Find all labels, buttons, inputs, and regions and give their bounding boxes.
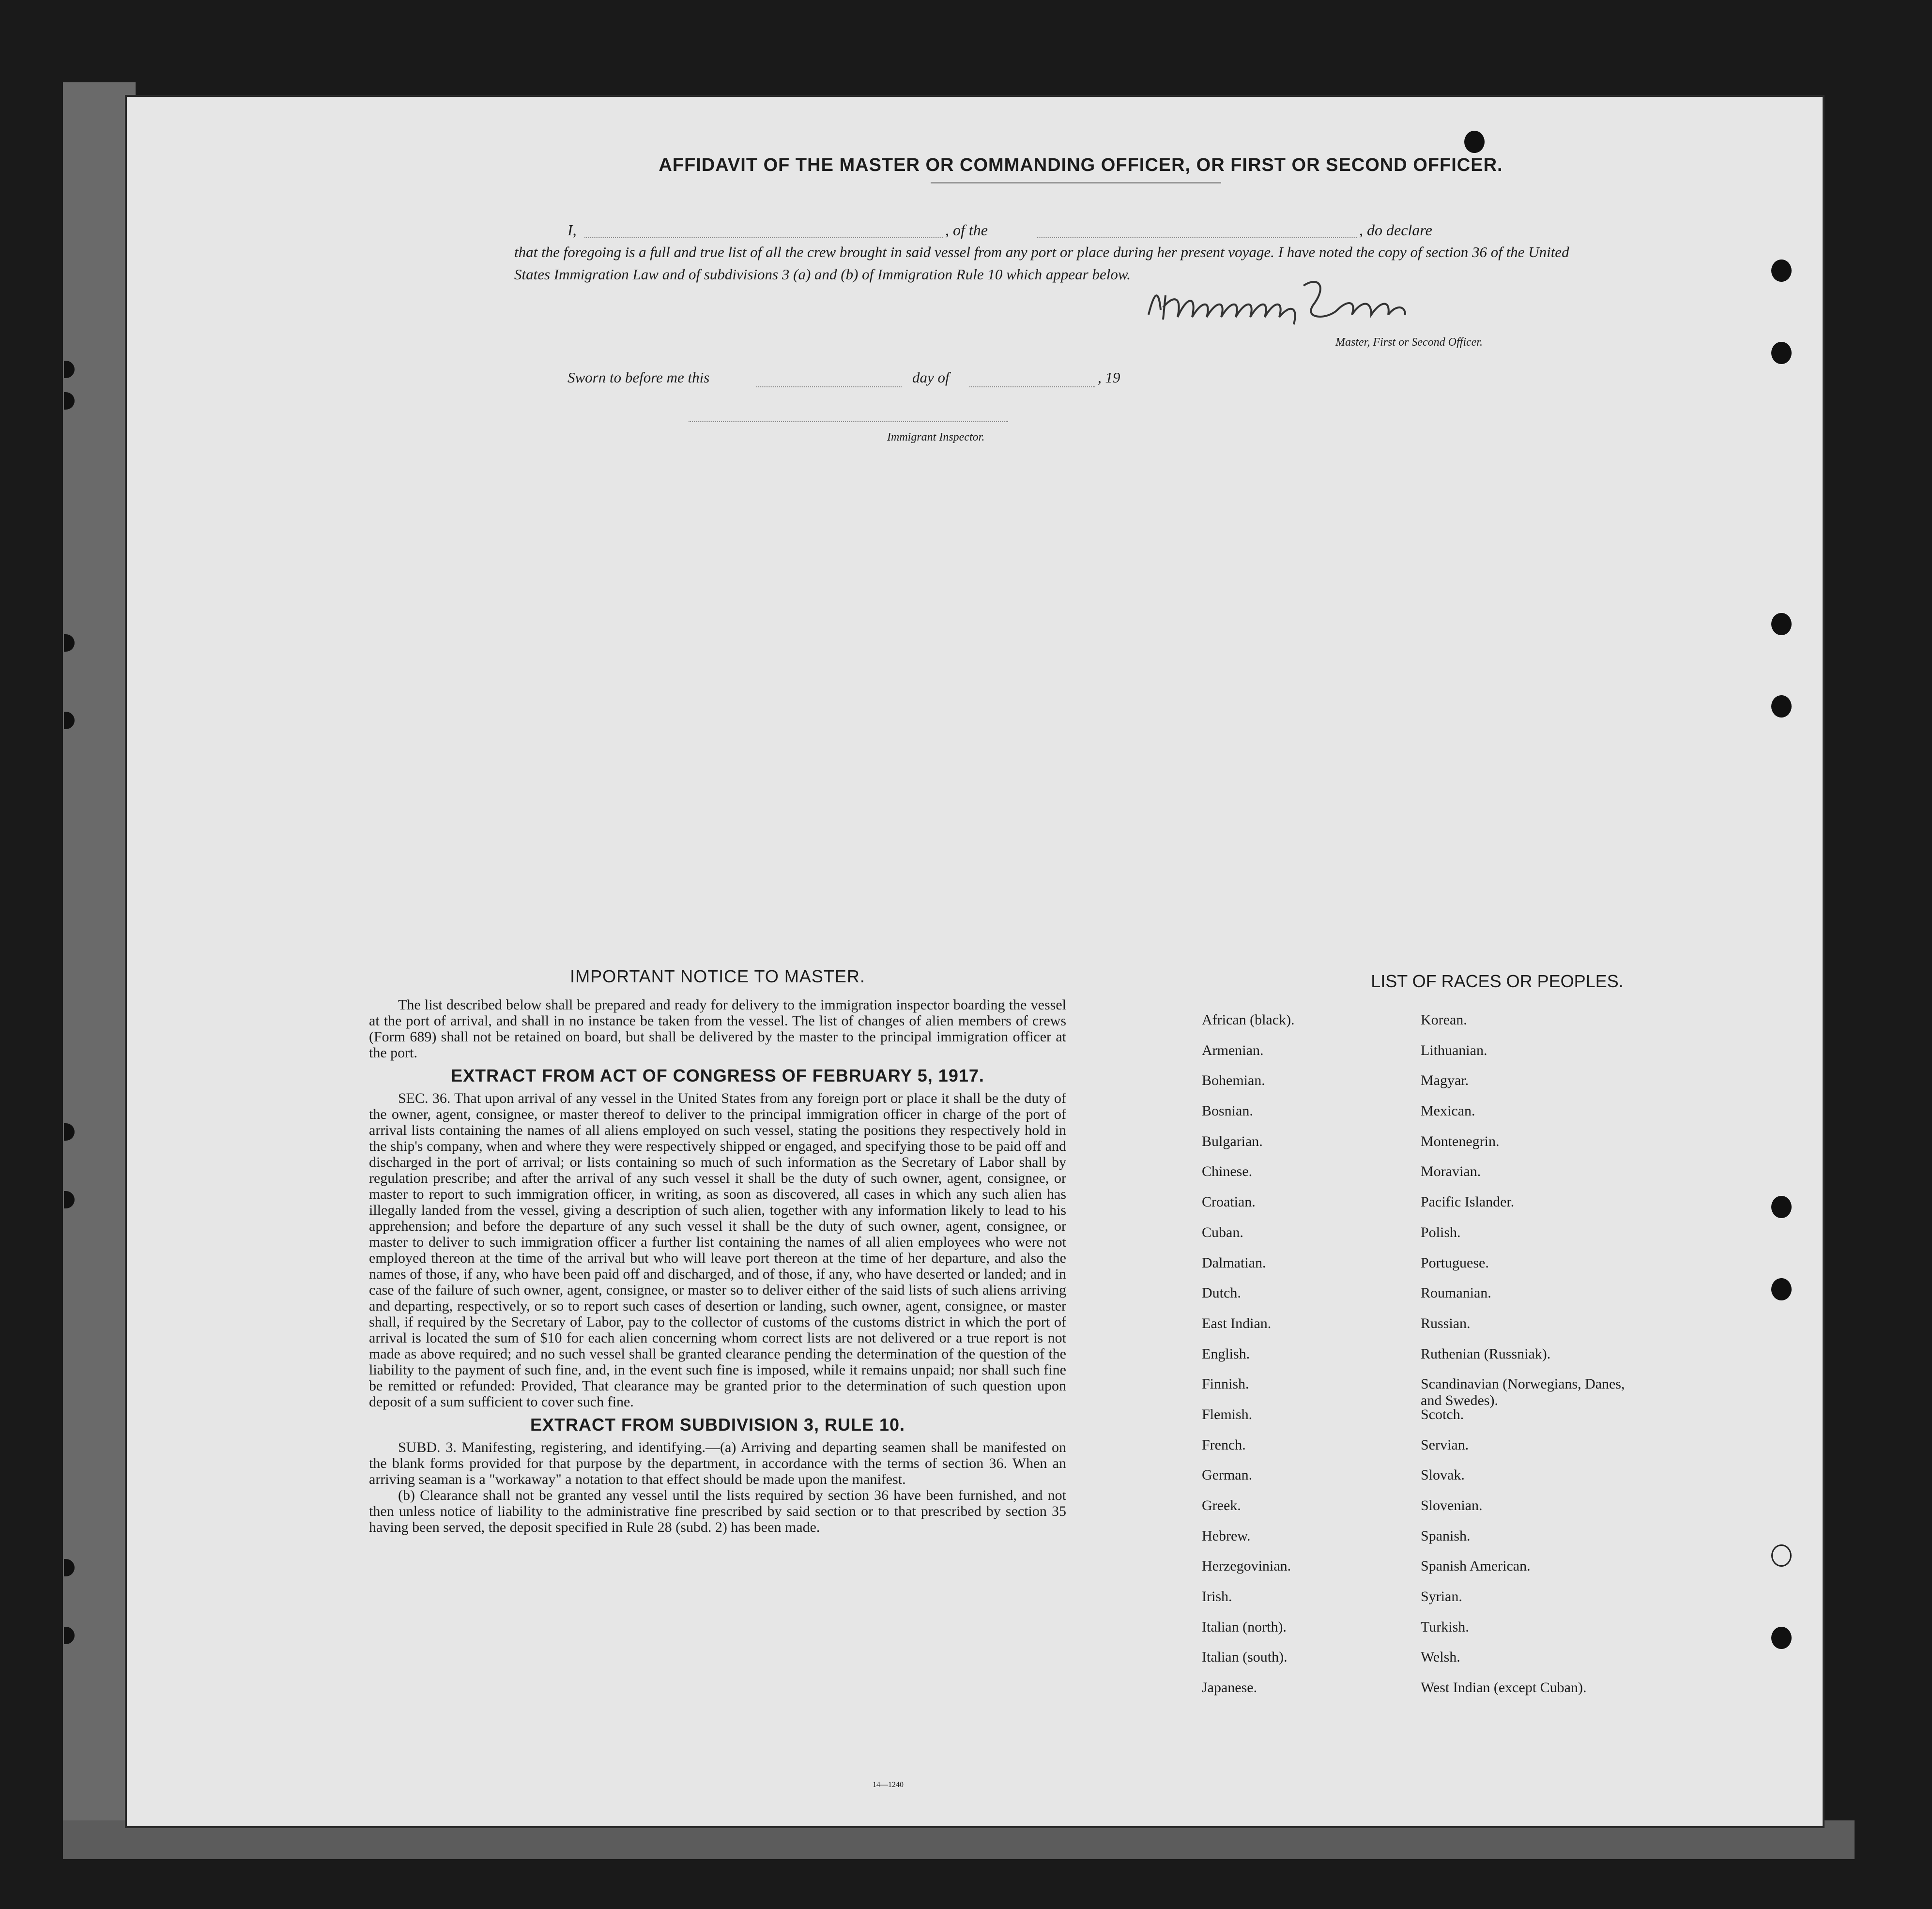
- race-item: French.: [1202, 1436, 1246, 1453]
- race-item: Russian.: [1421, 1315, 1471, 1331]
- race-item: Hebrew.: [1202, 1527, 1251, 1544]
- affidavit-declaration: that the foregoing is a full and true list of all the crew brought in said vessel from any port or place during her present voyage. I have noted the copy of section 36 of the United States Immigration Law and of subdivisions 3 (a) and (b) of Immigration Rule 10 which appear below.: [514, 244, 1569, 283]
- punch-hole-icon: [1464, 131, 1485, 153]
- race-item: Spanish American.: [1421, 1558, 1531, 1574]
- race-item: Portuguese.: [1421, 1254, 1489, 1271]
- punch-hole-icon: [1771, 1278, 1792, 1300]
- race-item: Korean.: [1421, 1012, 1467, 1028]
- race-item: Irish.: [1202, 1588, 1232, 1605]
- races-title: LIST OF RACES OR PEOPLES.: [1371, 971, 1624, 991]
- sworn-year: , 19: [1098, 369, 1120, 386]
- punch-hole-icon: [1771, 1196, 1792, 1218]
- race-item: West Indian (except Cuban).: [1421, 1680, 1587, 1696]
- race-item: Italian (south).: [1202, 1649, 1288, 1665]
- notice-section: [369, 968, 1066, 1535]
- race-item: Pacific Islander.: [1421, 1194, 1515, 1210]
- race-item: Magyar.: [1421, 1072, 1469, 1089]
- affidavit-do-declare: , do declare: [1359, 221, 1432, 239]
- day-blank: [756, 386, 902, 387]
- punch-hole-icon: [1771, 613, 1792, 635]
- races-right-column: [1421, 1012, 1634, 1710]
- race-item: Lithuanian.: [1421, 1042, 1487, 1058]
- race-item: Finnish.: [1202, 1376, 1249, 1392]
- extract1-title: EXTRACT FROM ACT OF CONGRESS OF FEBRUARY 5, 1917.: [451, 1066, 984, 1085]
- race-item: English.: [1202, 1345, 1250, 1362]
- affidavit-i: I,: [567, 221, 577, 239]
- notice-body: The list described below shall be prepared and ready for delivery to the immigration inspector boarding the vessel at the port of arrival, and shall in no instance be taken from the vessel. The list of changes of alien members of crews (Form 689) shall not be retained on board, but shall be delivered by the master to the principal immigration officer at the port.: [369, 997, 1066, 1061]
- sworn-day: day of: [912, 369, 950, 386]
- punch-hole-icon: [1771, 1627, 1792, 1649]
- manifest-page: [125, 95, 1825, 1828]
- month-blank: [969, 386, 1095, 387]
- race-item: Dutch.: [1202, 1285, 1241, 1301]
- race-item: Slovenian.: [1421, 1497, 1483, 1513]
- race-item: Slovak.: [1421, 1467, 1465, 1483]
- race-item: African (black).: [1202, 1012, 1295, 1028]
- sworn-prefix: Sworn to before me this: [567, 369, 710, 386]
- extract2-a: SUBD. 3. Manifesting, registering, and identifying.—(a) Arriving and departing seamen shall be manifested on the blank forms provided for that purpose by the department, in accordance with the terms of section 36. When an arriving seaman is a "workaway" a notation to that effect should be made upon the manifest.: [369, 1439, 1066, 1487]
- race-item: Scotch.: [1421, 1406, 1464, 1422]
- race-item: Welsh.: [1421, 1649, 1460, 1665]
- races-left-column: [1202, 1012, 1405, 1710]
- race-item: German.: [1202, 1467, 1253, 1483]
- extract2-title: EXTRACT FROM SUBDIVISION 3, RULE 10.: [530, 1415, 905, 1435]
- signature-caption: Master, First or Second Officer.: [1335, 336, 1483, 349]
- race-item: Flemish.: [1202, 1406, 1253, 1422]
- notice-title: IMPORTANT NOTICE TO MASTER.: [570, 966, 865, 986]
- race-item: Bulgarian.: [1202, 1133, 1263, 1149]
- race-item: Servian.: [1421, 1436, 1469, 1453]
- race-item: Armenian.: [1202, 1042, 1264, 1058]
- extract1-body: SEC. 36. That upon arrival of any vessel in the United States from any foreign port or place it shall be the duty of the owner, agent, consignee, or master thereof to deliver to the principal immigration officer in charge of the port of arrival lists containing the names of all aliens employed on such vessel, stating the positions they respectively hold in the ship's company, when and where they were respectively shipped or engaged, and specifying those to be paid off and discharged in the port of arrival; or lists containing so much of such information as the Secretary of Labor shall by regulation prescribe; and after the arrival of any such vessel it shall be the duty of such owner, agent, consignee, or master to report to such immigration officer, in writing, as soon as discovered, all cases in which any such alien has illegally landed from the vessel, giving a description of such alien, together with any information likely to lead to his apprehension; and before the departure of any such vessel it shall be the duty of such owner, agent, consignee, or master to deliver to such immigration officer a further list containing the names of all alien employees who were not employed thereon at the time of the arrival but who will leave port thereon at the time of her departure, and also the names of those, if any, who have been paid off and discharged, and of those, if any, who have deserted or landed; and in case of the failure of such owner, agent, consignee, or master so to deliver either of the said lists of such aliens arriving and departing, respectively, or so to report such cases of desertion or landing, such owner, agent, consignee, or master shall, if required by the Secretary of Labor, pay to the collector of customs of the customs district in which the port of arrival is located the sum of $10 for each alien concerning whom correct lists are not delivered or a true report is not made as above required; and no such vessel shall be granted clearance pending the determination of the question of the liability to the payment of such fine, and, in the event such fine is imposed, while it remains unpaid; nor shall such fine be remitted or refunded: Provided, That clearance may be granted prior to the determination of such question upon deposit of a sum sufficient to cover such fine.: [369, 1090, 1066, 1410]
- punch-hole-icon: [1771, 695, 1792, 718]
- form-number: 14—1240: [873, 1781, 904, 1789]
- race-item: Chinese.: [1202, 1163, 1253, 1180]
- affidavit-of-the: , of the: [945, 221, 988, 239]
- race-item: Roumanian.: [1421, 1285, 1491, 1301]
- race-item: Turkish.: [1421, 1619, 1469, 1635]
- race-item: Herzegovinian.: [1202, 1558, 1291, 1574]
- race-item: Scandinavian (Norwegians, Danes, and Swedes).: [1421, 1376, 1625, 1409]
- race-item: Dalmatian.: [1202, 1254, 1266, 1271]
- race-item: Syrian.: [1421, 1588, 1462, 1605]
- signature-icon: [1144, 276, 1454, 329]
- race-item: Polish.: [1421, 1224, 1461, 1240]
- race-item: Bohemian.: [1202, 1072, 1265, 1089]
- race-item: East Indian.: [1202, 1315, 1272, 1331]
- race-item: Ruthenian (Russniak).: [1421, 1345, 1551, 1362]
- affidavit-title: AFFIDAVIT OF THE MASTER OR COMMANDING OFFICER, OR FIRST OR SECOND OFFICER.: [659, 155, 1503, 175]
- vessel-blank: [1037, 237, 1357, 238]
- punch-hole-icon: [1771, 342, 1792, 364]
- inspector-blank: [689, 421, 1008, 422]
- race-item: Cuban.: [1202, 1224, 1243, 1240]
- race-item: Montenegrin.: [1421, 1133, 1500, 1149]
- inspector-caption: Immigrant Inspector.: [887, 431, 985, 443]
- extract2-b: (b) Clearance shall not be granted any vessel until the lists required by section 36 have been furnished, and not then unless notice of liability to the administrative fine prescribed by said section or to that prescribed by section 35 having been served, the deposit specified in Rule 28 (subd. 2) has been made.: [369, 1487, 1066, 1535]
- name-blank: [584, 237, 943, 238]
- race-item: Bosnian.: [1202, 1103, 1253, 1119]
- title-rule: [931, 182, 1221, 183]
- race-item: Italian (north).: [1202, 1619, 1287, 1635]
- race-item: Spanish.: [1421, 1527, 1471, 1544]
- race-item: Moravian.: [1421, 1163, 1481, 1180]
- race-item: Japanese.: [1202, 1680, 1257, 1696]
- race-item: Croatian.: [1202, 1194, 1256, 1210]
- punch-hole-icon: [1771, 1544, 1792, 1567]
- punch-hole-icon: [1771, 260, 1792, 282]
- race-item: Mexican.: [1421, 1103, 1475, 1119]
- race-item: Greek.: [1202, 1497, 1241, 1513]
